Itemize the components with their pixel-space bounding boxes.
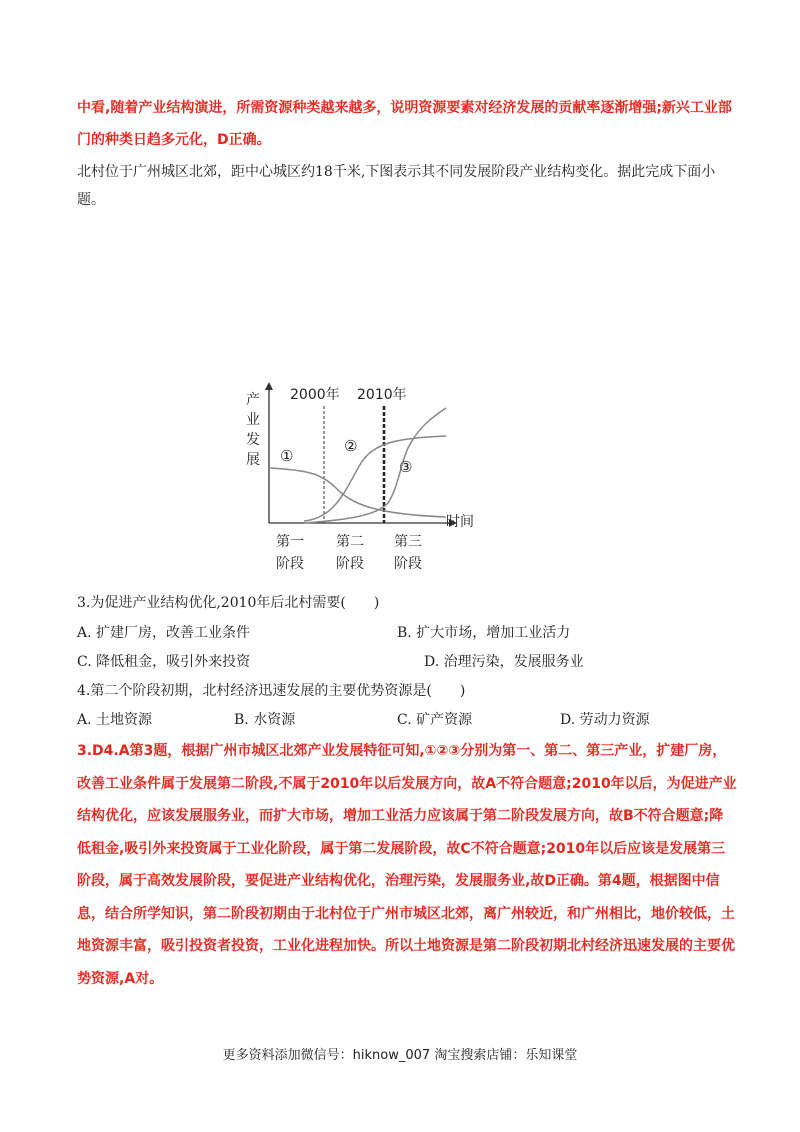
stage-1-label-a: 第一 — [276, 534, 304, 550]
stage-2-label-a: 第二 — [336, 534, 364, 550]
y-label-3: 发 — [246, 432, 260, 448]
previous-answer-text: 中看,随着产业结构演进，所需资源种类越来越多，说明资源要素对经济发展的贡献率逐渐增强;新兴工业部门的种类日趋多元化，D正确。 — [77, 100, 732, 148]
y-axis-arrow — [265, 382, 273, 390]
curve-1-label: ① — [280, 447, 294, 465]
footer-promo: 更多资料添加微信号：hiknow_007 淘宝搜索店铺：乐知课堂 — [222, 1048, 578, 1063]
q3-option-b: B. 扩大市场，增加工业活力 — [397, 625, 571, 641]
curve-1-primary — [269, 468, 446, 517]
y-label-4: 展 — [246, 452, 260, 468]
curve-2-label: ② — [344, 437, 358, 455]
industry-structure-figure — [236, 378, 476, 578]
year-2000-label: 2000年 — [290, 387, 340, 403]
q3-option-a: A. 扩建厂房，改善工业条件 — [77, 625, 251, 641]
curve-3-label: ③ — [399, 458, 413, 476]
q4-option-c: C. 矿产资源 — [397, 712, 473, 728]
y-label-1: 产 — [246, 392, 260, 408]
curve-3-tertiary — [304, 408, 446, 523]
q3-option-d: D. 治理污染，发展服务业 — [424, 654, 584, 670]
stage-2-label-b: 阶段 — [336, 556, 364, 572]
question-intro: 北村位于广州城区北郊，距中心城区约18千米,下图表示其不同发展阶段产业结构变化。据此完成下面小题。 — [77, 164, 716, 208]
q3-stem: 3.为促进产业结构优化,2010年后北村需要( ) — [77, 595, 380, 611]
stage-3-label-b: 阶段 — [394, 556, 422, 572]
stage-3-label-a: 第三 — [394, 534, 422, 550]
q3-option-c: C. 降低租金，吸引外来投资 — [77, 654, 251, 670]
x-label: 时间 — [446, 514, 474, 530]
q4-option-a: A. 土地资源 — [77, 712, 153, 728]
y-label-2: 业 — [246, 412, 260, 428]
q4-option-b: B. 水资源 — [234, 712, 296, 728]
q4-stem: 4.第二个阶段初期，北村经济迅速发展的主要优势资源是( ) — [77, 683, 466, 699]
answer-explanation: 3.D4.A第3题，根据广州市城区北郊产业发展特征可知,①②③分别为第一、第二、第三产业，扩建厂房，改善工业条件属于发展第二阶段,不属于2010年以后发展方向，故A不符合题意;2010年以后，为促进产业结构优化，应该发展服务业，而扩大市场，增加工业活力应该属于第二阶段发展方向，故B不符合题意;降低租金,吸引外来投资属于工业化阶段，属于第二发展阶段，故C不符合题意;2010年以后应该是发展第三阶段，属于高效发展阶段，要促进产业结构优化，治理污染，发展服务业,故D正确。第4题，根据图中信息，结合所学知识，第二阶段初期由于北村位于广州市城区北郊，离广州较近，和广州相比，地价较低，土地资源丰富，吸引投资者投资，工业化进程加快。所以土地资源是第二阶段初期北村经济迅速发展的主要优势资源,A对。 — [77, 743, 737, 987]
stage-1-label-b: 阶段 — [276, 556, 304, 572]
year-2010-label: 2010年 — [357, 387, 407, 403]
q4-option-d: D. 劳动力资源 — [560, 712, 650, 728]
